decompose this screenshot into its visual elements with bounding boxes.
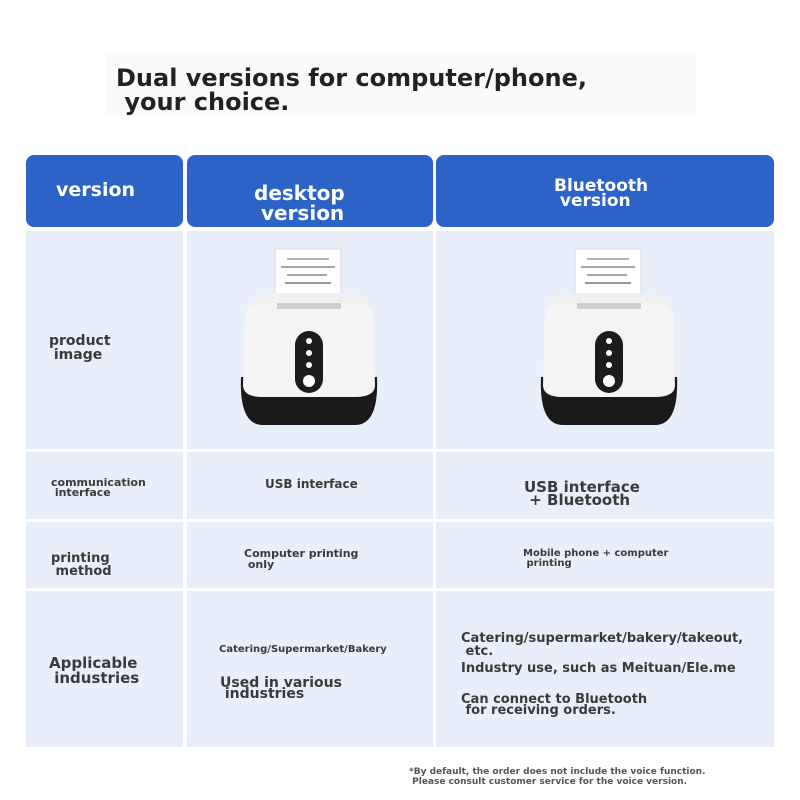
communication-bluetooth-value: USB interface + Bluetooth (524, 478, 640, 509)
header-desktop (187, 155, 433, 227)
printer-image-bluetooth (535, 245, 683, 427)
industries-desktop-value-2: Used in various industries (220, 675, 342, 702)
row-label-industries: Applicable industries (49, 654, 140, 687)
printer-image-desktop (235, 245, 383, 427)
communication-desktop-value: USB interface (265, 477, 358, 491)
row-label-printing: printing method (51, 551, 112, 579)
printing-desktop-value: Computer printing only (244, 547, 359, 571)
industries-bluetooth-value-1: Catering/supermarket/bakery/takeout, etc. (461, 631, 744, 659)
row-label-product-image: product image (49, 333, 111, 363)
industries-desktop-value-1: Catering/Supermarket/Bakery (219, 644, 387, 655)
header-bluetooth (436, 155, 774, 227)
page-title: Dual versions for computer/phone, your choice. (116, 64, 587, 116)
header-version (26, 155, 183, 227)
footnote: *By default, the order does not include the voice function. Please consult customer service for the voice version. (409, 767, 706, 787)
header-version-label: version (56, 179, 136, 201)
header-desktop-label: desktop version (254, 181, 345, 225)
row-label-communication: communication interface (51, 476, 146, 499)
printing-bluetooth-value: Mobile phone + computer printing (523, 548, 669, 569)
industries-bluetooth-value-2: Industry use, such as Meituan/Ele.me (461, 661, 736, 676)
header-bluetooth-label: Bluetooth version (554, 176, 649, 211)
cell-industries-desktop (187, 591, 433, 747)
industries-bluetooth-value-3: Can connect to Bluetooth for receiving orders. (461, 692, 648, 718)
